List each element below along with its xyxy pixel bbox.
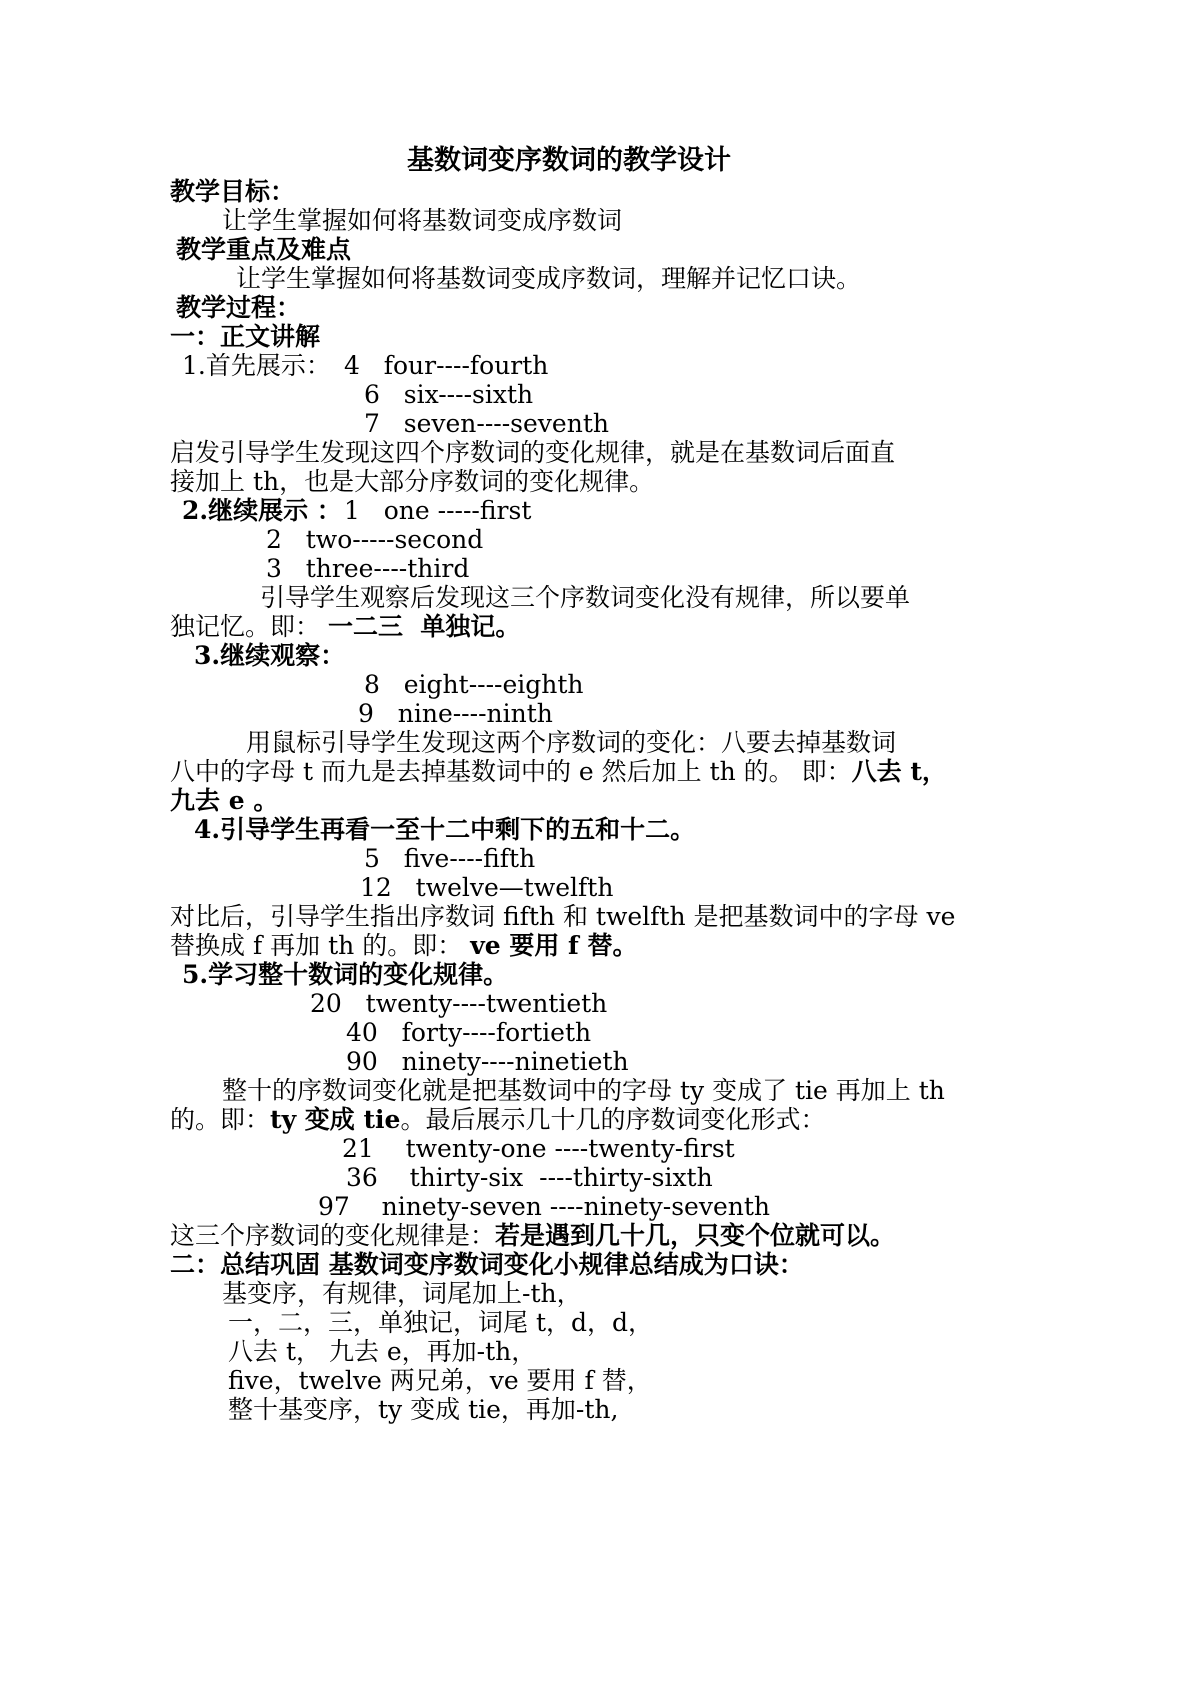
s1-item: 4 four----fourth: [344, 351, 549, 380]
s1-item: 6 six----sixth: [364, 380, 534, 409]
document-title: 基数词变序数词的教学设计: [407, 145, 731, 176]
s1-label: 1.首先展示：: [182, 351, 331, 380]
s5-item: 90 ninety----ninetieth: [346, 1047, 629, 1076]
s3-item: 8 eight----eighth: [364, 670, 584, 699]
rhyme-line: five，twelve 两兄弟，ve 要用 f 替，: [228, 1366, 652, 1395]
s5-note-plain: 的。即：: [170, 1105, 271, 1134]
s3-note: 用鼠标引导学生发现这两个序数词的变化：八要去掉基数词: [246, 728, 897, 757]
rhyme-line: 一，二，三，单独记，词尾 t，d，d，: [228, 1308, 654, 1337]
s1-item: 7 seven----seventh: [364, 409, 609, 438]
s5-rule: 若是遇到几十几，只变个位就可以。: [495, 1221, 896, 1250]
s3-rule: 八去 t，: [851, 757, 947, 786]
s5-note: 整十的序数词变化就是把基数词中的字母 ty 变成了 tie 再加上 th: [222, 1076, 945, 1105]
s1-note: 接加上 th，也是大部分序数词的变化规律。: [170, 467, 655, 496]
s4-item: 12 twelve—twelfth: [360, 873, 614, 902]
s5-label: 5.学习整十数词的变化规律。: [182, 960, 509, 989]
rhyme-line: 八去 t， 九去 e，再加-th，: [228, 1337, 537, 1366]
s2-item: 3 three----third: [266, 554, 470, 583]
s5-note: [170, 1220, 895, 1251]
s2-note: 引导学生观察后发现这三个序数词变化没有规律，所以要单: [260, 583, 911, 612]
s4-item: 5 five----fifth: [364, 844, 536, 873]
part2-heading: 二：总结巩固 基数词变序数词变化小规律总结成为口诀：: [170, 1250, 804, 1279]
part1-heading: 一：正文讲解: [170, 322, 321, 351]
rhyme-line: 整十基变序，ty 变成 tie，再加-th,: [228, 1395, 619, 1424]
s4-note: 对比后，引导学生指出序数词 fifth 和 twelfth 是把基数词中的字母 ve: [170, 902, 956, 931]
keypoints-text: 让学生掌握如何将基数词变成序数词，理解并记忆口诀。: [236, 264, 862, 293]
s5-note-plain: 。最后展示几十几的序数词变化形式：: [400, 1105, 826, 1134]
s5-item: 40 forty----fortieth: [346, 1018, 592, 1047]
s5-item: 97 ninety-seven ----ninety-seventh: [318, 1192, 770, 1221]
s3-rule: 九去 e 。: [170, 786, 279, 815]
s3-note-plain: 八中的字母 t 而九是去掉基数词中的 e 然后加上 th 的。 即：: [170, 757, 852, 786]
s5-item: 21 twenty-one ----twenty-first: [342, 1134, 735, 1163]
process-heading: 教学过程：: [176, 293, 302, 322]
keypoints-heading: 教学重点及难点: [176, 235, 352, 264]
s2-rule: 一二三 单独记。: [328, 612, 521, 641]
s4-note-plain: 替换成 f 再加 th 的。即：: [170, 931, 463, 960]
s5-rule: ty 变成 tie: [270, 1105, 401, 1134]
s5-note: [170, 1104, 825, 1135]
s5-note-plain: 这三个序数词的变化规律是：: [170, 1221, 496, 1250]
rhyme-line: 基变序，有规律，词尾加上-th，: [222, 1279, 582, 1308]
s2-label: 2.继续展示 ：: [182, 496, 342, 525]
goal-heading: 教学目标：: [170, 177, 296, 206]
s4-label: 4.引导学生再看一至十二中剩下的五和十二。: [194, 815, 696, 844]
s4-note: [170, 930, 638, 961]
s5-item: 20 twenty----twentieth: [310, 989, 608, 1018]
s1-note: 启发引导学生发现这四个序数词的变化规律，就是在基数词后面直: [170, 438, 896, 467]
s3-item: 9 nine----ninth: [358, 699, 553, 728]
s3-label: 3.继续观察：: [194, 641, 346, 670]
s4-rule: ve 要用 f 替。: [470, 931, 638, 960]
s2-note-plain: 独记忆。即：: [170, 612, 321, 641]
s2-note: [170, 611, 520, 642]
s5-item: 36 thirty-six ----thirty-sixth: [346, 1163, 713, 1192]
s2-item: 1 one -----first: [344, 496, 532, 525]
s3-note: [170, 756, 947, 787]
s2-item: 2 two-----second: [266, 525, 484, 554]
goal-text: 让学生掌握如何将基数词变成序数词: [222, 206, 623, 235]
